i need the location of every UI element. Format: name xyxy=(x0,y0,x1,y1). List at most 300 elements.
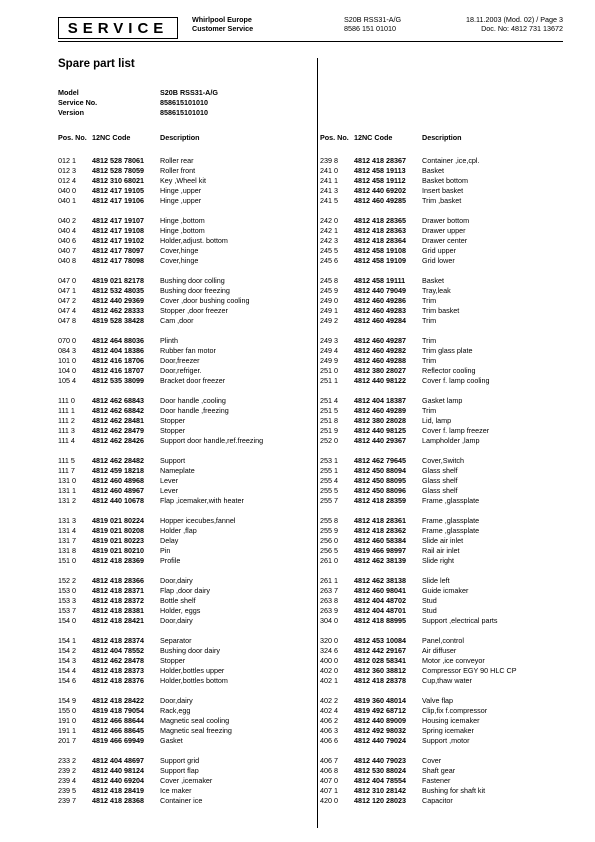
table-row xyxy=(58,406,315,416)
column-divider xyxy=(317,58,318,828)
pos-no-cell: 239 7 xyxy=(58,796,76,805)
pos-no-cell: 256 5 xyxy=(320,546,338,555)
table-row xyxy=(58,776,315,786)
nc-code-cell: 4812 460 49285 xyxy=(354,196,406,205)
pos-no-cell: 131 2 xyxy=(58,496,76,505)
pos-no-cell: 191 0 xyxy=(58,716,76,725)
description-cell: Door,refriger. xyxy=(160,366,202,375)
table-row xyxy=(320,676,577,686)
description-cell: Rack,egg xyxy=(160,706,191,715)
description-cell: Gasket xyxy=(160,736,183,745)
nc-code-cell: 4812 535 38099 xyxy=(92,376,144,385)
part-group xyxy=(58,516,315,566)
pos-no-cell: 191 1 xyxy=(58,726,76,735)
description-cell: Insert basket xyxy=(422,186,464,195)
table-row xyxy=(320,246,577,256)
nc-code-cell: 4812 462 38138 xyxy=(354,576,406,585)
pos-no-cell: 249 0 xyxy=(320,296,338,305)
table-row xyxy=(58,346,315,356)
part-group xyxy=(58,336,315,386)
description-cell: Slide air inlet xyxy=(422,536,464,545)
description-cell: Fastener xyxy=(422,776,451,785)
nc-code-cell: 4812 418 88995 xyxy=(354,616,406,625)
desc-header: Description xyxy=(422,133,462,142)
table-row xyxy=(320,526,577,536)
pos-no-cell: 255 8 xyxy=(320,516,338,525)
service-no-row xyxy=(58,98,218,108)
code-header: 12NC Code xyxy=(354,133,393,142)
pos-no-cell: 406 8 xyxy=(320,766,338,775)
pos-no-cell: 012 1 xyxy=(58,156,76,165)
pos-no-cell: 406 6 xyxy=(320,736,338,745)
table-row xyxy=(320,596,577,606)
nc-code-cell: 4812 440 29367 xyxy=(354,436,406,445)
nc-code-cell: 4812 440 98122 xyxy=(354,376,406,385)
table-row xyxy=(320,396,577,406)
nc-code-cell: 4812 417 19106 xyxy=(92,196,144,205)
pos-no-cell: 241 1 xyxy=(320,176,338,185)
description-cell: Cover ,door bushing cooling xyxy=(160,296,250,305)
pos-no-cell: 242 0 xyxy=(320,216,338,225)
nc-code-cell: 4812 416 18706 xyxy=(92,356,144,365)
table-row xyxy=(58,596,315,606)
pos-no-cell: 261 0 xyxy=(320,556,338,565)
table-row xyxy=(58,616,315,626)
nc-code-cell: 4812 418 28373 xyxy=(92,666,144,675)
description-cell: Cover,hinge xyxy=(160,256,199,265)
pos-no-cell: 047 1 xyxy=(58,286,76,295)
table-row xyxy=(58,636,315,646)
nc-code-cell: 4812 466 88644 xyxy=(92,716,144,725)
pos-no-cell: 111 5 xyxy=(58,456,75,465)
version-row xyxy=(58,108,218,118)
pos-no-cell: 239 4 xyxy=(58,776,76,785)
nc-code-cell: 4812 418 28378 xyxy=(354,676,406,685)
table-row xyxy=(58,416,315,426)
pos-no-cell: 111 7 xyxy=(58,466,75,475)
pos-no-cell: 245 9 xyxy=(320,286,338,295)
nc-code-cell: 4812 440 79024 xyxy=(354,736,406,745)
part-group xyxy=(320,456,577,506)
nc-code-cell: 4812 418 28359 xyxy=(354,496,406,505)
nc-code-cell: 4812 418 28381 xyxy=(92,606,144,615)
pos-no-cell: 040 6 xyxy=(58,236,76,245)
pos-no-cell: 151 0 xyxy=(58,556,76,565)
pos-no-cell: 070 0 xyxy=(58,336,76,345)
pos-no-cell: 101 0 xyxy=(58,356,76,365)
table-row xyxy=(320,196,577,206)
nc-code-cell: 4812 404 78552 xyxy=(92,646,144,655)
pos-no-cell: 400 0 xyxy=(320,656,338,665)
nc-code-cell: 4812 418 28362 xyxy=(354,526,406,535)
description-cell: Holder, eggs xyxy=(160,606,201,615)
table-row xyxy=(320,666,577,676)
table-row xyxy=(58,236,315,246)
description-cell: Support ,electrical parts xyxy=(422,616,498,625)
table-row xyxy=(58,666,315,676)
pos-no-cell: 153 3 xyxy=(58,596,76,605)
description-cell: Magnetic seal cooling xyxy=(160,716,230,725)
part-group xyxy=(320,216,577,266)
table-row xyxy=(320,546,577,556)
nc-code-cell: 4812 460 49282 xyxy=(354,346,406,355)
table-row xyxy=(320,346,577,356)
table-row xyxy=(58,296,315,306)
nc-code-cell: 4812 440 69202 xyxy=(354,186,406,195)
pos-no-cell: 111 1 xyxy=(58,406,75,415)
nc-code-cell: 4812 120 28023 xyxy=(354,796,406,805)
description-cell: Hinge ,upper xyxy=(160,196,202,205)
pos-no-cell: 111 4 xyxy=(58,436,75,445)
description-cell: Capacitor xyxy=(422,796,453,805)
table-row xyxy=(58,476,315,486)
pos-no-cell: 040 0 xyxy=(58,186,76,195)
nc-code-cell: 4812 440 69204 xyxy=(92,776,144,785)
table-row xyxy=(58,336,315,346)
part-group xyxy=(320,576,577,626)
table-row xyxy=(58,286,315,296)
pos-no-cell: 245 8 xyxy=(320,276,338,285)
model-value: S20B RSS31-A/G xyxy=(160,88,218,97)
model-info xyxy=(58,88,218,118)
nc-code-cell: 4812 418 28374 xyxy=(92,636,144,645)
pos-no-cell: 406 7 xyxy=(320,756,338,765)
pos-no-cell: 047 0 xyxy=(58,276,76,285)
description-cell: Support ,motor xyxy=(422,736,470,745)
description-cell: Bottle shelf xyxy=(160,596,196,605)
pos-no-cell: 154 2 xyxy=(58,646,76,655)
table-row xyxy=(320,176,577,186)
description-cell: Hinge ,upper xyxy=(160,186,202,195)
pos-no-cell: 251 1 xyxy=(320,376,338,385)
table-row xyxy=(320,416,577,426)
table-row xyxy=(58,436,315,446)
part-group xyxy=(320,636,577,686)
description-cell: Magnetic seal freezing xyxy=(160,726,232,735)
description-cell: Holder ,flap xyxy=(160,526,197,535)
nc-code-cell: 4812 380 28027 xyxy=(354,366,406,375)
table-row xyxy=(320,376,577,386)
description-cell: Motor ,ice conveyor xyxy=(422,656,485,665)
nc-code-cell: 4812 417 78098 xyxy=(92,256,144,265)
table-row xyxy=(58,756,315,766)
table-row xyxy=(58,396,315,406)
table-row xyxy=(320,226,577,236)
pos-no-cell: 131 3 xyxy=(58,516,76,525)
table-row xyxy=(58,246,315,256)
nc-code-cell: 4812 459 18218 xyxy=(92,466,144,475)
description-cell: Drawer upper xyxy=(422,226,466,235)
header-model-code: S20B RSS31-A/G xyxy=(344,15,402,24)
description-cell: Support flap xyxy=(160,766,199,775)
pos-no-cell: 251 5 xyxy=(320,406,338,415)
table-row xyxy=(58,306,315,316)
table-row xyxy=(320,406,577,416)
pos-no-cell: 012 4 xyxy=(58,176,76,185)
table-row xyxy=(320,426,577,436)
pos-no-cell: 040 4 xyxy=(58,226,76,235)
nc-code-cell: 4812 418 28422 xyxy=(92,696,144,705)
description-cell: Container ,ice,cpl. xyxy=(422,156,480,165)
description-cell: Glass shelf xyxy=(422,476,458,485)
table-row xyxy=(320,276,577,286)
table-body xyxy=(58,156,315,806)
nc-code-cell: 4812 418 28367 xyxy=(354,156,406,165)
nc-code-cell: 4812 458 19113 xyxy=(354,166,406,175)
table-header xyxy=(320,133,577,143)
table-row xyxy=(58,726,315,736)
pos-no-cell: 249 3 xyxy=(320,336,338,345)
nc-code-cell: 4812 460 48968 xyxy=(92,476,144,485)
description-cell: Flap ,icemaker,with heater xyxy=(160,496,244,505)
pos-header: Pos. No. xyxy=(58,133,87,142)
description-cell: Trim xyxy=(422,336,437,345)
pos-no-cell: 245 6 xyxy=(320,256,338,265)
pos-no-cell: 040 7 xyxy=(58,246,76,255)
nc-code-cell: 4812 462 28481 xyxy=(92,416,144,425)
table-row xyxy=(320,316,577,326)
nc-code-cell: 4812 417 19108 xyxy=(92,226,144,235)
parts-table-left xyxy=(58,133,315,816)
nc-code-cell: 4819 021 82178 xyxy=(92,276,144,285)
part-group xyxy=(58,396,315,446)
nc-code-cell: 4812 458 19112 xyxy=(354,176,406,185)
pos-no-cell: 239 5 xyxy=(58,786,76,795)
part-group xyxy=(58,276,315,326)
pos-no-cell: 047 4 xyxy=(58,306,76,315)
description-cell: Glass shelf xyxy=(422,466,458,475)
page-header xyxy=(58,15,563,40)
table-row xyxy=(320,466,577,476)
pos-no-cell: 263 9 xyxy=(320,606,338,615)
nc-code-cell: 4812 418 28372 xyxy=(92,596,144,605)
nc-code-cell: 4812 418 28363 xyxy=(354,226,406,235)
pos-no-cell: 256 0 xyxy=(320,536,338,545)
pos-no-cell: 251 8 xyxy=(320,416,338,425)
nc-code-cell: 4812 453 10084 xyxy=(354,636,406,645)
part-group xyxy=(320,516,577,566)
nc-code-cell: 4812 404 18387 xyxy=(354,396,406,405)
pos-no-cell: 153 7 xyxy=(58,606,76,615)
pos-no-cell: 239 2 xyxy=(58,766,76,775)
nc-code-cell: 4812 464 88036 xyxy=(92,336,144,345)
nc-code-cell: 4812 458 19111 xyxy=(354,276,406,285)
pos-no-cell: 255 4 xyxy=(320,476,338,485)
part-group xyxy=(58,696,315,746)
table-row xyxy=(320,456,577,466)
description-cell: Cover f. lamp cooling xyxy=(422,376,490,385)
table-row xyxy=(320,166,577,176)
nc-code-cell: 4812 466 88645 xyxy=(92,726,144,735)
description-cell: Cover ,icemaker xyxy=(160,776,213,785)
description-cell: Trim glass plate xyxy=(422,346,473,355)
pos-no-cell: 201 7 xyxy=(58,736,76,745)
pos-no-cell: 263 8 xyxy=(320,596,338,605)
pos-no-cell: 402 4 xyxy=(320,706,338,715)
pos-no-cell: 252 0 xyxy=(320,436,338,445)
pos-no-cell: 233 2 xyxy=(58,756,76,765)
nc-code-cell: 4812 530 88024 xyxy=(354,766,406,775)
version-value: 858615101010 xyxy=(160,108,208,117)
table-row xyxy=(58,706,315,716)
nc-code-cell: 4812 310 68021 xyxy=(92,176,144,185)
pos-no-cell: 324 6 xyxy=(320,646,338,655)
description-cell: Flap ,door dairy xyxy=(160,586,210,595)
nc-code-cell: 4819 528 38428 xyxy=(92,316,144,325)
nc-code-cell: 4812 458 19108 xyxy=(354,246,406,255)
pos-no-cell: 154 1 xyxy=(58,636,76,645)
table-row xyxy=(320,776,577,786)
table-row xyxy=(320,476,577,486)
table-row xyxy=(320,306,577,316)
service-no-label: Service No. xyxy=(58,98,98,107)
nc-code-cell: 4812 462 28482 xyxy=(92,456,144,465)
part-group xyxy=(320,696,577,746)
description-cell: Cover,hinge xyxy=(160,246,199,255)
nc-code-cell: 4819 021 80208 xyxy=(92,526,144,535)
table-row xyxy=(58,716,315,726)
nc-code-cell: 4812 532 48035 xyxy=(92,286,144,295)
pos-no-cell: 251 4 xyxy=(320,396,338,405)
description-cell: Stud xyxy=(422,596,437,605)
table-row xyxy=(58,586,315,596)
nc-code-cell: 4812 416 18707 xyxy=(92,366,144,375)
description-cell: Nameplate xyxy=(160,466,195,475)
service-logo-box xyxy=(58,17,178,39)
nc-code-cell: 4819 021 80210 xyxy=(92,546,144,555)
pos-no-cell: 154 0 xyxy=(58,616,76,625)
description-cell: Grid upper xyxy=(422,246,456,255)
pos-no-cell: 040 1 xyxy=(58,196,76,205)
pos-no-cell: 241 3 xyxy=(320,186,338,195)
description-cell: Trim xyxy=(422,356,437,365)
table-row xyxy=(320,606,577,616)
table-row xyxy=(58,576,315,586)
pos-no-cell: 320 0 xyxy=(320,636,338,645)
description-cell: Lever xyxy=(160,486,178,495)
pos-no-cell: 154 3 xyxy=(58,656,76,665)
table-row xyxy=(320,706,577,716)
nc-code-cell: 4812 440 98124 xyxy=(92,766,144,775)
table-row xyxy=(58,466,315,476)
description-cell: Housing icemaker xyxy=(422,716,480,725)
service-label: SERVICE xyxy=(67,19,169,37)
description-cell: Key ,Wheel kit xyxy=(160,176,206,185)
description-cell: Drawer bottom xyxy=(422,216,470,225)
nc-code-cell: 4812 460 49286 xyxy=(354,296,406,305)
table-row xyxy=(320,586,577,596)
table-row xyxy=(320,726,577,736)
part-group xyxy=(58,156,315,206)
page-title: Spare part list xyxy=(58,58,135,70)
table-row xyxy=(58,486,315,496)
nc-code-cell: 4812 440 10678 xyxy=(92,496,144,505)
pos-no-cell: 407 1 xyxy=(320,786,338,795)
description-cell: Cover f. lamp freezer xyxy=(422,426,490,435)
table-row xyxy=(320,696,577,706)
nc-code-cell: 4812 462 28333 xyxy=(92,306,144,315)
pos-no-cell: 242 3 xyxy=(320,236,338,245)
table-row xyxy=(320,186,577,196)
nc-code-cell: 4812 310 28142 xyxy=(354,786,406,795)
table-row xyxy=(320,156,577,166)
header-model-block xyxy=(344,15,401,33)
nc-code-cell: 4812 440 79049 xyxy=(354,286,406,295)
pos-no-cell: 253 1 xyxy=(320,456,338,465)
table-row xyxy=(58,356,315,366)
description-cell: Roller front xyxy=(160,166,196,175)
nc-code-cell: 4812 440 79023 xyxy=(354,756,406,765)
description-cell: Drawer center xyxy=(422,236,468,245)
description-cell: Bushing for shaft kit xyxy=(422,786,486,795)
header-company: Whirlpool Europe xyxy=(192,15,252,24)
nc-code-cell: 4812 418 28376 xyxy=(92,676,144,685)
part-group xyxy=(58,576,315,626)
header-doc-block xyxy=(466,15,563,33)
description-cell: Cover xyxy=(422,756,442,765)
table-row xyxy=(58,226,315,236)
table-row xyxy=(320,756,577,766)
table-row xyxy=(58,496,315,506)
pos-no-cell: 047 2 xyxy=(58,296,76,305)
table-row xyxy=(58,526,315,536)
table-row xyxy=(58,796,315,806)
description-cell: Door,freezer xyxy=(160,356,200,365)
description-cell: Ice maker xyxy=(160,786,192,795)
pos-no-cell: 155 0 xyxy=(58,706,76,715)
pos-no-cell: 131 1 xyxy=(58,486,76,495)
description-cell: Tray,leak xyxy=(422,286,451,295)
table-row xyxy=(320,356,577,366)
pos-no-cell: 154 6 xyxy=(58,676,76,685)
table-row xyxy=(58,176,315,186)
parts-table-right xyxy=(320,133,577,816)
nc-code-cell: 4812 404 18386 xyxy=(92,346,144,355)
description-cell: Rail air inlet xyxy=(422,546,460,555)
table-row xyxy=(58,166,315,176)
pos-no-cell: 242 1 xyxy=(320,226,338,235)
description-cell: Stopper xyxy=(160,426,186,435)
description-cell: Glass shelf xyxy=(422,486,458,495)
table-row xyxy=(58,556,315,566)
table-row xyxy=(320,786,577,796)
code-header: 12NC Code xyxy=(92,133,131,142)
description-cell: Basket xyxy=(422,276,444,285)
description-cell: Lever xyxy=(160,476,178,485)
part-group xyxy=(320,336,577,386)
nc-code-cell: 4812 492 98032 xyxy=(354,726,406,735)
pos-no-cell: 047 8 xyxy=(58,316,76,325)
description-cell: Shaft gear xyxy=(422,766,456,775)
table-row xyxy=(320,286,577,296)
description-cell: Container ice xyxy=(160,796,203,805)
table-row xyxy=(58,426,315,436)
description-cell: Bracket door freezer xyxy=(160,376,226,385)
description-cell: Support door handle,ref.freezing xyxy=(160,436,264,445)
table-row xyxy=(58,276,315,286)
description-cell: Slide left xyxy=(422,576,450,585)
description-cell: Frame ,glassplate xyxy=(422,526,480,535)
pos-no-cell: 241 5 xyxy=(320,196,338,205)
pos-no-cell: 084 3 xyxy=(58,346,76,355)
nc-code-cell: 4812 440 98125 xyxy=(354,426,406,435)
description-cell: Lid, lamp xyxy=(422,416,452,425)
pos-no-cell: 255 9 xyxy=(320,526,338,535)
pos-no-cell: 111 0 xyxy=(58,396,75,405)
table-row xyxy=(58,646,315,656)
pos-no-cell: 263 7 xyxy=(320,586,338,595)
description-cell: Hopper icecubes,fannel xyxy=(160,516,236,525)
